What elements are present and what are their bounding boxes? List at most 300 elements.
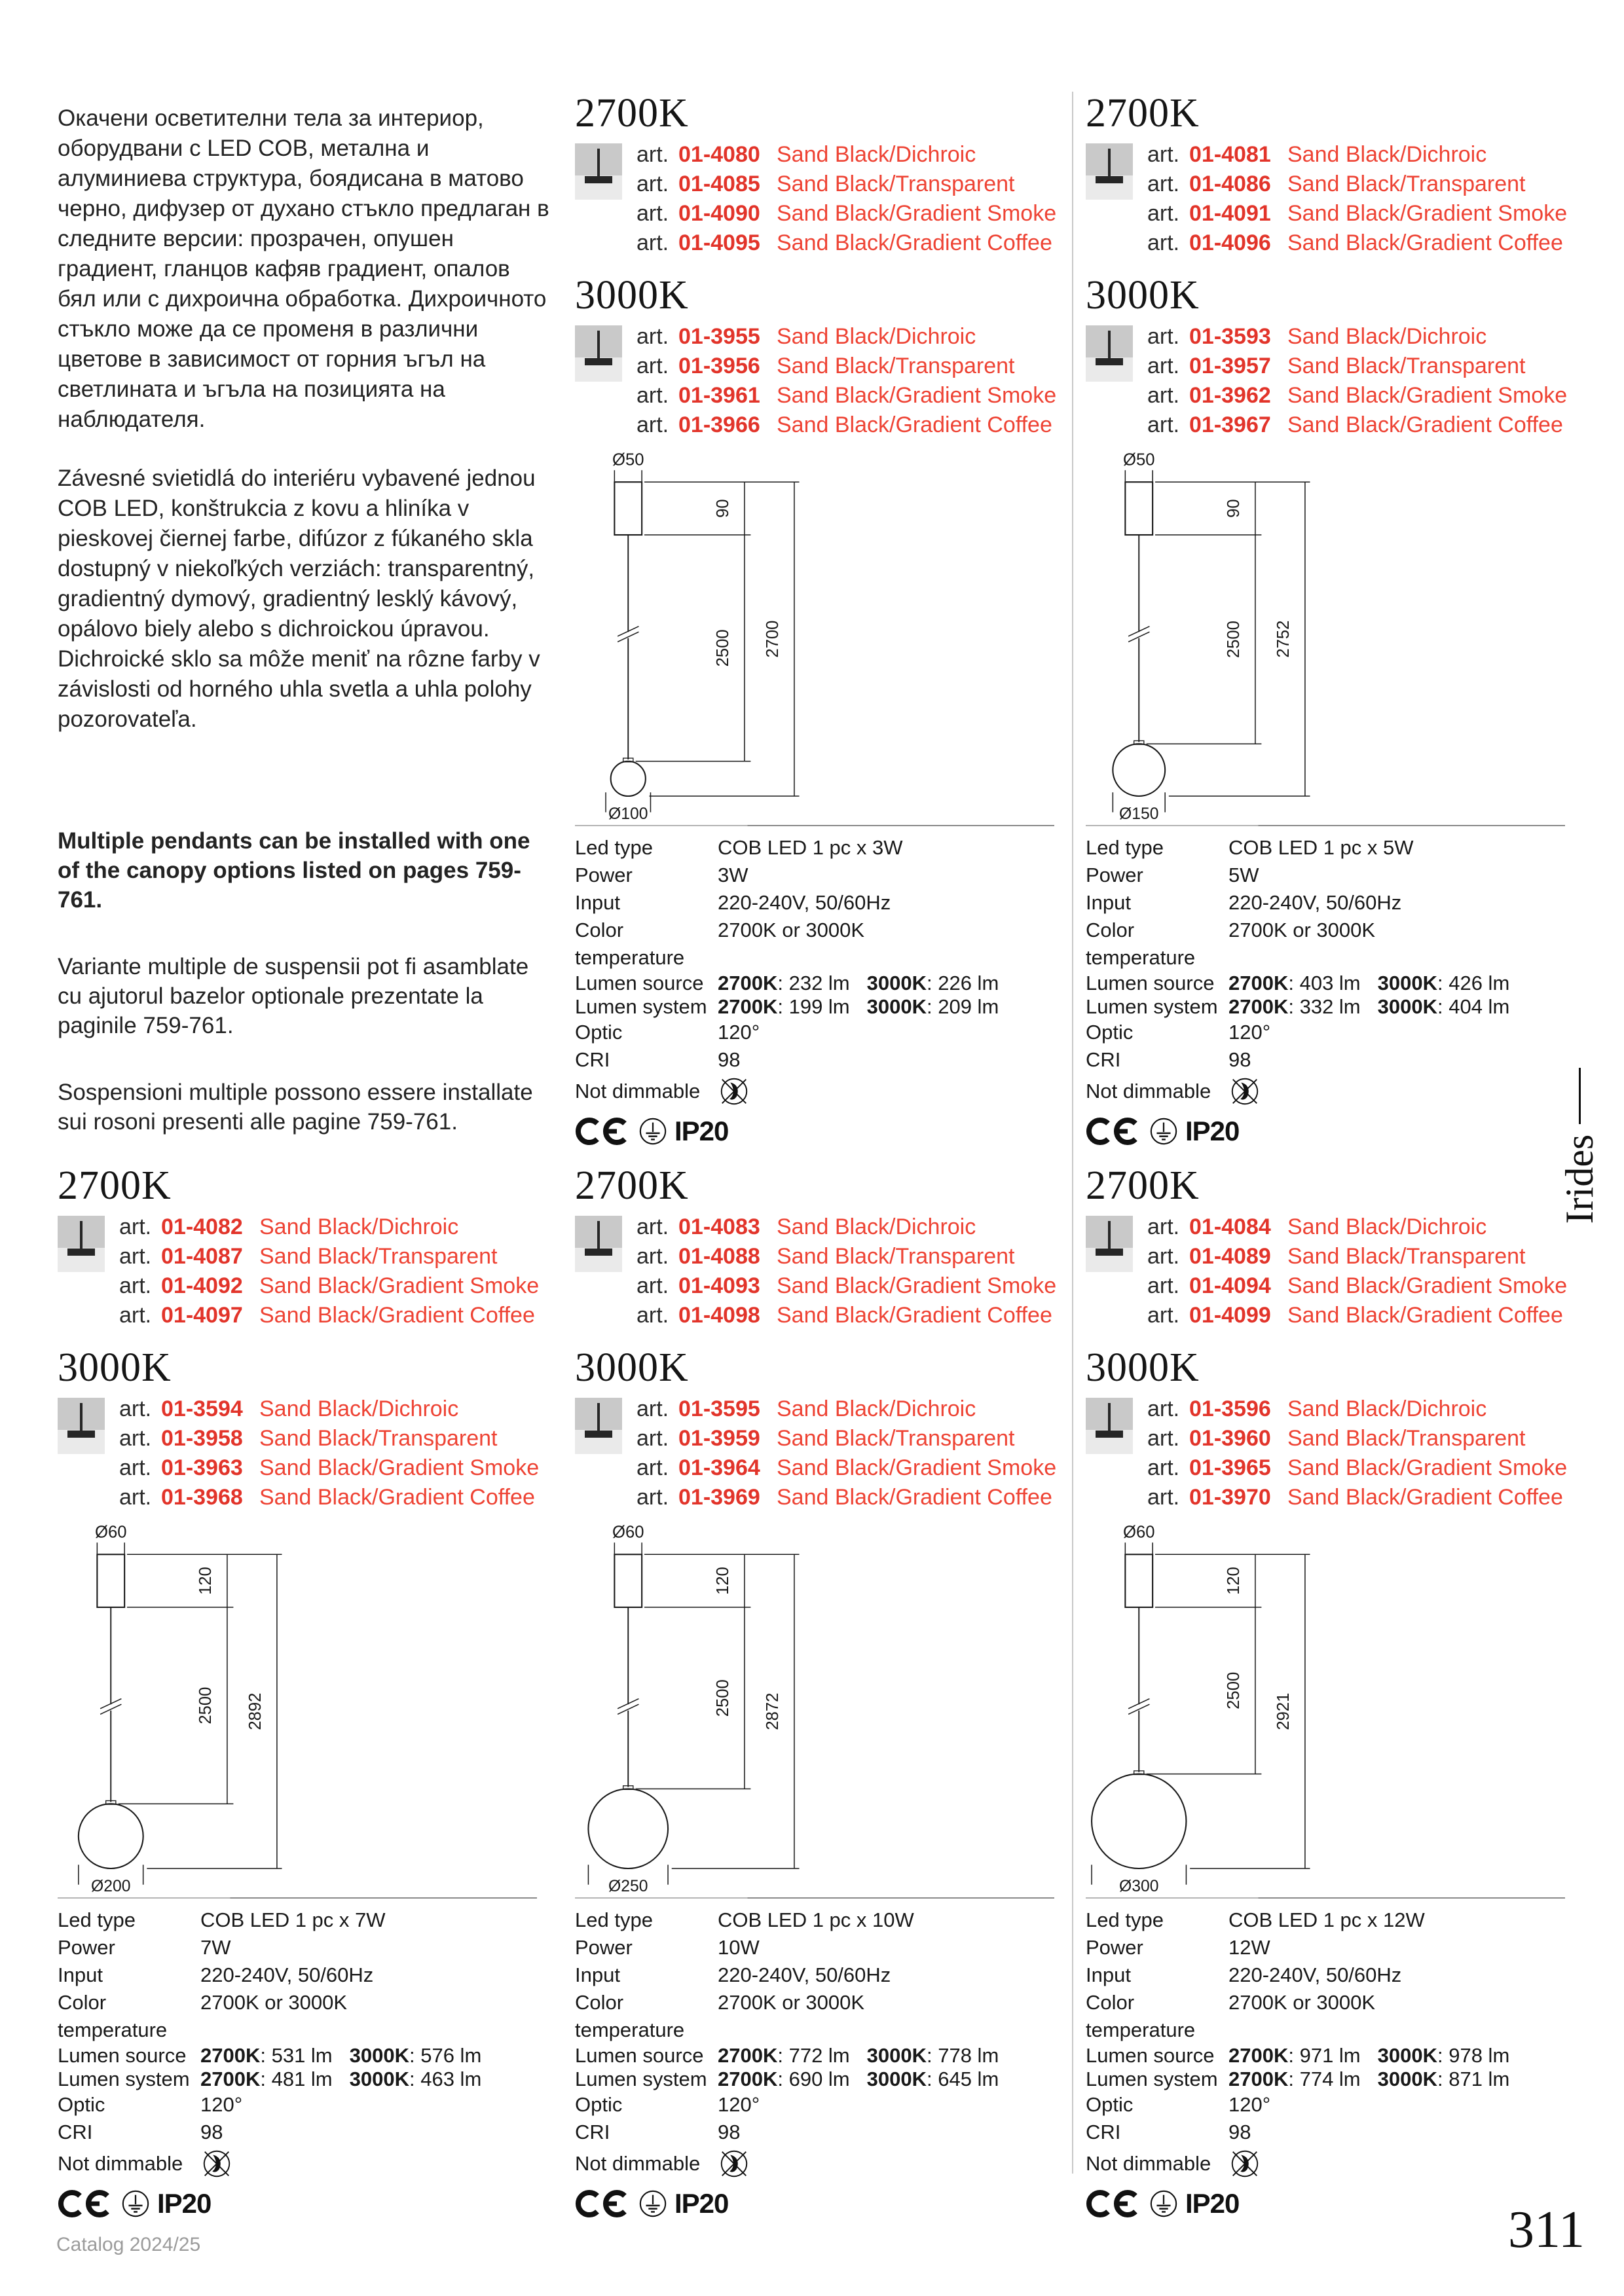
finish-name: Sand Black/Gradient Smoke xyxy=(1287,1455,1568,1480)
dim-total-length: 2700 xyxy=(764,620,783,658)
spec-label: Power xyxy=(575,864,633,886)
lumen-2700k-key: 2700K xyxy=(718,2044,778,2067)
lumen-2700k-key: 2700K xyxy=(1228,2068,1289,2090)
pendant-canopy-icon xyxy=(1096,1248,1123,1256)
spec-label: Led type xyxy=(1086,1908,1164,1931)
spec-label: Power xyxy=(58,1936,115,1959)
spec-value: 220-240V, 50/60Hz xyxy=(718,1963,891,1986)
article-number: 01-4081 xyxy=(1189,142,1271,167)
finish-name: Sand Black/Gradient Smoke xyxy=(777,1273,1057,1298)
spec-label: CRI xyxy=(575,2121,610,2143)
article-row xyxy=(119,1212,539,1242)
product-slot-5w xyxy=(1086,91,1568,1147)
article-number: 01-4095 xyxy=(678,230,760,255)
pendant-thumbnail xyxy=(1086,325,1133,382)
art-label: art. xyxy=(119,1396,152,1421)
finish-name: Sand Black/Transparent xyxy=(1287,172,1526,196)
not-dimmable-icon xyxy=(1228,1075,1261,1108)
description-slovak: Závesné svietidlá do interiéru vybavené jednou COB LED, konštrukcia z kovu a hliníka v pieskovej čiernej farbe, difúzor z fúkaného skla dostupný v niekoľkých verziách: transparentný, gradientný dymový, gradientný lesklý kávový, opálovo biely alebo s dichroickou úpravou. xyxy=(58,465,536,642)
not-dimmable-icon xyxy=(1228,2147,1261,2180)
finish-name: Sand Black/Transparent xyxy=(1287,354,1526,378)
spec-row-lumen-system xyxy=(58,2068,537,2091)
canopy-note-texts xyxy=(58,826,553,1137)
spec-label: Input xyxy=(58,1963,103,1986)
ce-mark-icon xyxy=(58,2189,114,2219)
finish-name: Sand Black/Dichroic xyxy=(777,324,976,349)
article-list-k2700 xyxy=(575,1212,1057,1330)
spec-value: COB LED 1 pc x 3W xyxy=(718,836,903,859)
dim-cable-length: 2500 xyxy=(196,1686,215,1724)
spec-label: Color temperature xyxy=(58,1991,168,2041)
lumen-3000k-key: 3000K xyxy=(1377,995,1437,1018)
finish-name: Sand Black/Gradient Coffee xyxy=(777,412,1052,437)
article-rows xyxy=(1147,1394,1567,1512)
spec-row-lumen-source xyxy=(1086,972,1565,995)
spec-label: Not dimmable xyxy=(58,2152,183,2175)
article-row xyxy=(637,1271,1056,1301)
art-label: art. xyxy=(637,142,669,167)
spec-row-not-dimmable xyxy=(1086,2146,1565,2181)
article-rows xyxy=(637,1212,1056,1330)
finish-name: Sand Black/Dichroic xyxy=(1287,142,1487,167)
article-row xyxy=(637,170,1056,199)
spec-row-lumen-system xyxy=(575,2068,1054,2091)
finish-name: Sand Black/Dichroic xyxy=(777,1396,976,1421)
finish-name: Sand Black/Gradient Smoke xyxy=(777,1455,1057,1480)
article-number: 01-4091 xyxy=(1189,201,1271,226)
spec-label: Optic xyxy=(1086,1021,1134,1044)
spec-table-rule xyxy=(58,1897,537,1899)
spec-label: Power xyxy=(575,1936,633,1959)
art-label: art. xyxy=(119,1273,152,1298)
spec-row-optic xyxy=(575,2091,1054,2119)
art-label: art. xyxy=(1147,1273,1180,1298)
article-rows xyxy=(119,1394,539,1512)
spec-row-input xyxy=(575,889,1054,917)
family-name-vertical xyxy=(1555,1048,1604,1244)
spec-value: 98 xyxy=(718,2121,741,2143)
spec-row-lumen-source xyxy=(575,972,1054,995)
spec-value-lsys xyxy=(718,995,999,1019)
ip20-label: IP20 xyxy=(1185,1116,1240,1146)
certification-row xyxy=(1086,2188,1565,2219)
article-number: 01-3970 xyxy=(1189,1485,1271,1510)
lumen-2700k-key: 2700K xyxy=(1228,995,1289,1018)
article-number: 01-3957 xyxy=(1189,354,1271,378)
pendant-thumbnail xyxy=(575,1398,622,1454)
dim-canopy-height: 90 xyxy=(1225,499,1244,518)
pendant-canopy-icon xyxy=(585,1430,612,1438)
pendant-thumbnail xyxy=(575,143,622,200)
article-row xyxy=(637,1453,1056,1483)
ce-mark-icon xyxy=(575,1116,631,1146)
finish-name: Sand Black/Transparent xyxy=(259,1244,498,1269)
spec-row-cri xyxy=(575,1046,1054,1074)
finish-name: Sand Black/Transparent xyxy=(1287,1426,1526,1451)
spec-row-not-dimmable xyxy=(575,2146,1054,2181)
finish-name: Sand Black/Gradient Smoke xyxy=(777,201,1057,226)
spec-value: COB LED 1 pc x 12W xyxy=(1228,1908,1425,1931)
spec-label: Color temperature xyxy=(1086,1991,1196,2041)
lumen-3000k-key: 3000K xyxy=(866,2044,927,2067)
lumen-3000k-key: 3000K xyxy=(349,2044,409,2067)
article-number: 01-3594 xyxy=(161,1396,243,1421)
finish-name: Sand Black/Gradient Smoke xyxy=(1287,383,1568,408)
art-label: art. xyxy=(637,1273,669,1298)
lumen-2700k-key: 2700K xyxy=(200,2044,261,2067)
finish-name: Sand Black/Gradient Coffee xyxy=(1287,230,1563,255)
pendant-stem-icon xyxy=(1108,331,1111,359)
article-row xyxy=(1147,1483,1567,1512)
spec-label: Optic xyxy=(575,2093,623,2116)
finish-name: Sand Black/Dichroic xyxy=(777,142,976,167)
lumen-2700k-value: : 199 lm xyxy=(777,995,850,1018)
article-rows xyxy=(637,140,1056,258)
art-label: art. xyxy=(637,1303,669,1328)
spec-value: COB LED 1 pc x 7W xyxy=(200,1908,386,1931)
dim-globe-diameter: Ø150 xyxy=(1119,805,1159,821)
lumen-2700k-key: 2700K xyxy=(718,995,778,1018)
lumen-2700k-value: : 690 lm xyxy=(777,2068,850,2090)
spec-value: 120° xyxy=(1228,1021,1271,1044)
article-number: 01-3967 xyxy=(1189,412,1271,437)
technical-drawing xyxy=(1086,448,1348,821)
art-label: art. xyxy=(1147,230,1180,255)
pendant-stem-icon xyxy=(597,1403,600,1432)
article-row xyxy=(119,1394,539,1424)
article-number: 01-4090 xyxy=(678,201,760,226)
article-number: 01-3963 xyxy=(161,1455,243,1480)
finish-name: Sand Black/Gradient Smoke xyxy=(259,1273,540,1298)
finish-name: Sand Black/Dichroic xyxy=(1287,1396,1487,1421)
finish-name: Sand Black/Gradient Coffee xyxy=(777,230,1052,255)
dim-canopy-height: 120 xyxy=(1225,1567,1244,1595)
lumen-2700k-key: 2700K xyxy=(1228,972,1289,994)
article-number: 01-3955 xyxy=(678,324,760,349)
spec-label: Lumen source xyxy=(58,2044,187,2067)
art-label: art. xyxy=(1147,1396,1180,1421)
spec-label: Led type xyxy=(575,1908,653,1931)
article-row xyxy=(1147,1271,1567,1301)
technical-drawing xyxy=(575,448,837,821)
article-row xyxy=(1147,410,1567,440)
lumen-3000k-value: : 978 lm xyxy=(1437,2044,1510,2067)
spec-value: 220-240V, 50/60Hz xyxy=(200,1963,374,1986)
spec-value: 120° xyxy=(718,2093,760,2116)
article-list-k2700 xyxy=(58,1212,540,1330)
pendant-stem-icon xyxy=(1108,1403,1111,1432)
protection-class-icon xyxy=(638,1116,668,1146)
dim-globe-diameter: Ø250 xyxy=(608,1878,648,1893)
article-list-k2700 xyxy=(1086,1212,1568,1330)
spec-value: 120° xyxy=(200,2093,243,2116)
article-rows xyxy=(637,322,1056,440)
art-label: art. xyxy=(637,1214,669,1239)
art-label: art. xyxy=(1147,1485,1180,1510)
art-label: art. xyxy=(637,354,669,378)
spec-label: Not dimmable xyxy=(575,1080,701,1102)
spec-label: Optic xyxy=(58,2093,105,2116)
lumen-3000k-value: : 426 lm xyxy=(1437,972,1510,994)
spec-label: Input xyxy=(575,1963,620,1986)
finish-name: Sand Black/Gradient Coffee xyxy=(259,1303,535,1328)
article-list-k3000 xyxy=(1086,1394,1568,1512)
article-row xyxy=(1147,199,1567,228)
canopy-note-italian: Sospensioni multiple possono essere installate sui rosoni presenti alle pagine 759-761. xyxy=(58,1080,533,1135)
article-row xyxy=(637,199,1056,228)
finish-name: Sand Black/Gradient Smoke xyxy=(259,1455,540,1480)
lumen-3000k-key: 3000K xyxy=(1377,972,1437,994)
article-number: 01-4093 xyxy=(678,1273,760,1298)
spec-value-ls xyxy=(1228,2044,1509,2068)
art-label: art. xyxy=(1147,354,1180,378)
spec-label: Led type xyxy=(575,836,653,859)
finish-name: Sand Black/Gradient Smoke xyxy=(777,383,1057,408)
lumen-3000k-value: : 209 lm xyxy=(927,995,999,1018)
pendant-stem-icon xyxy=(597,1221,600,1250)
spec-row-power xyxy=(1086,862,1565,889)
article-number: 01-3958 xyxy=(161,1426,243,1451)
spec-row-not-dimmable xyxy=(1086,1074,1565,1109)
art-label: art. xyxy=(637,1455,669,1480)
ip20-label: IP20 xyxy=(674,2188,729,2219)
article-number: 01-3966 xyxy=(678,412,760,437)
technical-drawing xyxy=(1086,1520,1348,1893)
dim-cable-length: 2500 xyxy=(714,1679,733,1717)
dim-canopy-diameter: Ø50 xyxy=(612,450,644,469)
spec-value: 220-240V, 50/60Hz xyxy=(718,891,891,914)
spec-label: CRI xyxy=(58,2121,93,2143)
art-label: art. xyxy=(637,412,669,437)
article-number: 01-4084 xyxy=(1189,1214,1271,1239)
article-row xyxy=(1147,1453,1567,1483)
article-list-k3000 xyxy=(1086,322,1568,440)
article-number: 01-3965 xyxy=(1189,1455,1271,1480)
art-label: art. xyxy=(119,1303,152,1328)
canopy-note-english: Multiple pendants can be installed with one of the canopy options listed on pages 759-761. xyxy=(58,828,530,913)
pendant-thumbnail xyxy=(1086,1398,1133,1454)
article-number: 01-3960 xyxy=(1189,1426,1271,1451)
spec-label: Lumen system xyxy=(1086,2068,1218,2090)
article-number: 01-3962 xyxy=(1189,383,1271,408)
family-name-label: Irides xyxy=(1557,1134,1601,1224)
dim-cable-length: 2500 xyxy=(1225,621,1244,659)
pendant-thumbnail xyxy=(1086,1216,1133,1272)
finish-name: Sand Black/Transparent xyxy=(777,354,1015,378)
lumen-2700k-key: 2700K xyxy=(718,2068,778,2090)
finish-name: Sand Black/Dichroic xyxy=(259,1214,459,1239)
article-row xyxy=(637,381,1056,410)
spec-row-not-dimmable xyxy=(575,1074,1054,1109)
finish-name: Sand Black/Gradient Smoke xyxy=(1287,201,1568,226)
dim-globe-diameter: Ø100 xyxy=(608,805,648,821)
pendant-stem-icon xyxy=(80,1221,83,1250)
article-row xyxy=(637,322,1056,352)
spec-row-input xyxy=(1086,889,1565,917)
spec-value: 7W xyxy=(200,1936,231,1959)
spec-row-optic xyxy=(1086,1019,1565,1046)
technical-drawing xyxy=(58,1520,320,1893)
ip20-label: IP20 xyxy=(157,2188,212,2219)
spec-row-power xyxy=(1086,1934,1565,1961)
art-label: art. xyxy=(119,1214,152,1239)
spec-label: CRI xyxy=(1086,2121,1121,2143)
art-label: art. xyxy=(1147,1455,1180,1480)
art-label: art. xyxy=(637,383,669,408)
spec-value-lsys xyxy=(1228,995,1509,1019)
article-row xyxy=(119,1271,539,1301)
article-number: 01-4087 xyxy=(161,1244,243,1269)
spec-label: Lumen system xyxy=(58,2068,190,2090)
lumen-3000k-value: : 871 lm xyxy=(1437,2068,1510,2090)
spec-value: COB LED 1 pc x 10W xyxy=(718,1908,914,1931)
spec-row-lumen-system xyxy=(575,995,1054,1019)
article-row xyxy=(1147,140,1567,170)
pendant-stem-icon xyxy=(1108,1221,1111,1250)
temp-k2700-heading: 2700K xyxy=(1086,91,1200,136)
art-label: art. xyxy=(637,324,669,349)
spec-label: Led type xyxy=(58,1908,136,1931)
pendant-thumbnail xyxy=(575,1216,622,1272)
spec-value-lsys xyxy=(200,2068,481,2091)
article-rows xyxy=(119,1212,539,1330)
article-number: 01-4080 xyxy=(678,142,760,167)
article-row xyxy=(637,1394,1056,1424)
certification-row xyxy=(58,2188,537,2219)
spec-value: 2700K or 3000K xyxy=(718,919,865,941)
spec-row-optic xyxy=(575,1019,1054,1046)
spec-label: Lumen system xyxy=(575,2068,707,2090)
spec-row-input xyxy=(1086,1961,1565,1989)
spec-label: Power xyxy=(1086,1936,1143,1959)
lumen-3000k-value: : 576 lm xyxy=(409,2044,482,2067)
dim-canopy-height: 120 xyxy=(714,1567,733,1595)
art-label: art. xyxy=(1147,142,1180,167)
article-row xyxy=(1147,352,1567,381)
dim-globe-diameter: Ø300 xyxy=(1119,1878,1159,1893)
article-row xyxy=(637,1212,1056,1242)
lumen-2700k-value: : 772 lm xyxy=(777,2044,850,2067)
column-divider xyxy=(1072,92,1073,2174)
spec-row-led-type xyxy=(58,1906,537,1934)
spec-label: Not dimmable xyxy=(575,2152,701,2175)
spec-table-rule xyxy=(1086,1897,1565,1899)
lumen-2700k-value: : 403 lm xyxy=(1288,972,1361,994)
spec-row-cri xyxy=(575,2119,1054,2146)
ip20-label: IP20 xyxy=(674,1116,729,1146)
article-number: 01-4088 xyxy=(678,1244,760,1269)
finish-name: Sand Black/Dichroic xyxy=(1287,1214,1487,1239)
temp-k2700-heading: 2700K xyxy=(1086,1163,1200,1208)
product-slot-12w xyxy=(1086,1163,1568,2219)
article-number: 01-4098 xyxy=(678,1303,760,1328)
article-number: 01-3964 xyxy=(678,1455,760,1480)
spec-value: COB LED 1 pc x 5W xyxy=(1228,836,1414,859)
article-number: 01-3959 xyxy=(678,1426,760,1451)
pendant-stem-icon xyxy=(597,331,600,359)
spec-row-color-temp xyxy=(575,1989,1054,2044)
finish-name: Sand Black/Gradient Coffee xyxy=(1287,1303,1563,1328)
lumen-2700k-key: 2700K xyxy=(1228,2044,1289,2067)
dim-total-length: 2872 xyxy=(764,1692,783,1730)
article-row xyxy=(637,1301,1056,1330)
spec-row-cri xyxy=(1086,2119,1565,2146)
article-row xyxy=(1147,1424,1567,1453)
lumen-2700k-value: : 531 lm xyxy=(260,2044,333,2067)
description-bulgarian: Окачени осветителни тела за интериор, оборудвани с LED COB, метална и алуминиева структура, боядисана в матово черно, дифузер от духано стъкло предлаган в следните версии: прозрачен, опушен градиент, гланцов кафяв градиент, опалов бял или с дихроична обработка. Дихроичното стъкло може да се променя в различни цветове в зависимост от горния ъгъл на светлината и ъгъла на позицията на наблюдателя. xyxy=(58,105,549,432)
spec-label: Lumen system xyxy=(1086,995,1218,1018)
spec-label: Color temperature xyxy=(575,1991,685,2041)
pendant-canopy-icon xyxy=(67,1430,95,1438)
spec-value-lsys xyxy=(718,2068,999,2091)
spec-label: Not dimmable xyxy=(1086,2152,1211,2175)
art-label: art. xyxy=(119,1455,152,1480)
protection-class-icon xyxy=(638,2189,668,2219)
article-number: 01-4092 xyxy=(161,1273,243,1298)
article-row xyxy=(637,410,1056,440)
article-number: 01-3968 xyxy=(161,1485,243,1510)
spec-row-led-type xyxy=(575,1906,1054,1934)
pendant-canopy-icon xyxy=(585,1248,612,1256)
spec-value: 220-240V, 50/60Hz xyxy=(1228,891,1402,914)
art-label: art. xyxy=(1147,1303,1180,1328)
page-number: 311 xyxy=(1507,2201,1585,2259)
spec-label: Lumen source xyxy=(1086,2044,1215,2067)
pendant-canopy-icon xyxy=(67,1248,95,1256)
certification-row xyxy=(575,1116,1054,1147)
spec-label: Input xyxy=(1086,891,1131,914)
article-number: 01-4096 xyxy=(1189,230,1271,255)
spec-row-optic xyxy=(58,2091,537,2119)
pendant-thumbnail xyxy=(1086,143,1133,200)
pendant-canopy-icon xyxy=(585,358,612,365)
pendant-canopy-icon xyxy=(1096,1430,1123,1438)
article-row xyxy=(119,1301,539,1330)
dim-canopy-height: 120 xyxy=(196,1567,215,1595)
spec-value: 98 xyxy=(718,1048,741,1071)
article-row xyxy=(637,140,1056,170)
spec-label: Not dimmable xyxy=(1086,1080,1211,1102)
dim-total-length: 2892 xyxy=(246,1692,265,1730)
spec-row-color-temp xyxy=(1086,917,1565,972)
spec-table-rule xyxy=(575,825,1054,826)
spec-row-led-type xyxy=(1086,1906,1565,1934)
finish-name: Sand Black/Dichroic xyxy=(259,1396,459,1421)
article-row xyxy=(1147,1301,1567,1330)
spec-value: 120° xyxy=(1228,2093,1271,2116)
spec-row-power xyxy=(575,862,1054,889)
article-row xyxy=(637,1424,1056,1453)
article-number: 01-3596 xyxy=(1189,1396,1271,1421)
article-number: 01-4089 xyxy=(1189,1244,1271,1269)
art-label: art. xyxy=(1147,1426,1180,1451)
description-texts xyxy=(58,103,553,735)
spec-row-power xyxy=(575,1934,1054,1961)
catalog-edition-label: Catalog 2024/25 xyxy=(56,2234,201,2255)
spec-label: Power xyxy=(1086,864,1143,886)
lumen-3000k-key: 3000K xyxy=(1377,2068,1437,2090)
spec-label: Lumen system xyxy=(575,995,707,1018)
spec-table xyxy=(575,1897,1054,2219)
article-number: 01-3593 xyxy=(1189,324,1271,349)
article-number: 01-4082 xyxy=(161,1214,243,1239)
dim-globe-diameter: Ø200 xyxy=(91,1878,131,1893)
spec-value: 10W xyxy=(718,1936,760,1959)
ip20-label: IP20 xyxy=(1185,2188,1240,2219)
spec-value-ls xyxy=(200,2044,481,2068)
lumen-3000k-key: 3000K xyxy=(1377,2044,1437,2067)
art-label: art. xyxy=(119,1426,152,1451)
